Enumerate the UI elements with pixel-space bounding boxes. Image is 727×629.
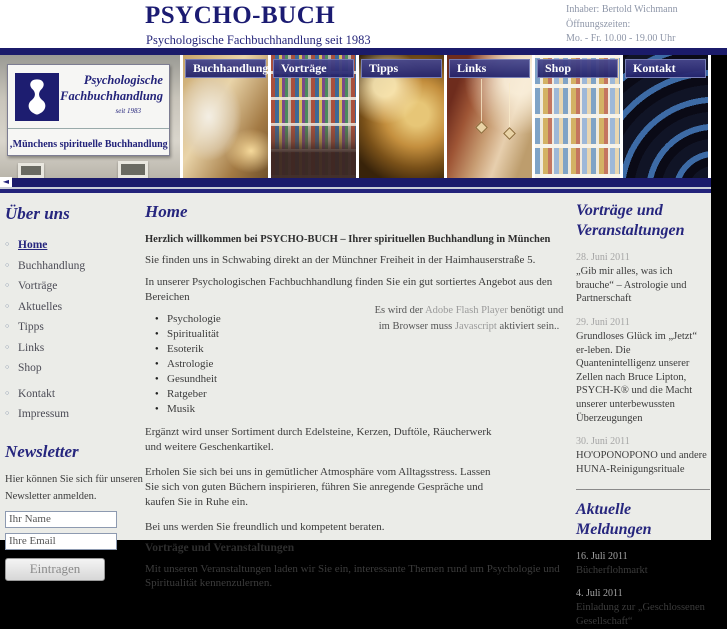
paragraph-advice: Bei uns werden Sie freundlich und kompetent beraten. [145,520,385,533]
pendulum-icon [481,79,482,125]
paragraph-assortment-intro: In unserer Psychologischen Fachbuchhandlung finden Sie ein gut sortiertes Angebot aus den Bereichen [145,276,553,303]
content-area [0,193,711,627]
storefront-photo [0,55,180,178]
banner-tile-shop [535,55,620,178]
news-title[interactable]: Bücherflohmarkt [576,564,648,576]
banner-tile-links [447,55,532,178]
news-date: 4. Juli 2011 [576,588,623,600]
banner-tile-buchhandlung [183,55,268,178]
adobe-flash-link[interactable]: Adobe Flash Player [425,305,508,316]
newsletter-name-input[interactable] [5,511,117,528]
flash-player-notice [373,303,565,336]
event-date: 29. Juni 2011 [576,316,630,328]
sidebar-heading: Über uns [5,204,70,223]
sidebar-item-label[interactable]: Impressum [18,408,70,421]
flash-note-text: aktiviert sein.. [496,321,560,333]
sidebar-item-label[interactable]: Home [18,239,48,252]
news-date: 16. Juli 2011 [576,550,628,562]
sidebar-item-label[interactable]: Tipps [18,321,44,334]
welcome-heading: Herzlich willkommen bei PSYCHO-BUCH – Ihrer spirituellen Buchhandlung in München [145,234,551,246]
owner-line: Inhaber: Bertold Wichmann [566,4,678,15]
events-heading: Vorträge und Veranstaltungen [576,202,685,239]
page-header [0,0,727,48]
category-item: ● Psychologie [155,312,565,326]
javascript-link[interactable]: Javascript [454,321,497,333]
paragraph-location: Sie finden uns in Schwabing direkt an der Münchner Freiheit in der Haimhauserstraße 5. [145,254,536,267]
sign-line4: ‚Münchens spirituelle Buchhandlung [9,139,168,150]
events-column [576,201,710,629]
category-item: ● Musik [155,402,565,416]
building-window [118,161,148,178]
event-title[interactable]: HO'OPONOPONO und andere HUNA-Reinigungsrituale [576,450,707,476]
nav-tab-label: Kontakt [633,61,676,75]
rubin-vase-logo-icon [15,73,59,121]
banner [0,55,711,178]
sidebar-item-vortraege[interactable] [5,281,139,293]
nav-tab-label: Vorträge [281,61,327,75]
nav-tab-label: Buchhandlung [193,61,269,75]
opening-hours-label: Öffnungszeiten: [566,18,631,30]
sidebar-item-label[interactable]: Buchhandlung [18,259,86,272]
sidebar-item-home[interactable] [5,240,139,252]
nav-tab-vortraege[interactable] [273,59,354,78]
building-window [18,163,44,178]
sidebar [5,203,143,581]
events-subheading: Vorträge und Veranstaltungen [145,541,295,554]
category-item: ● Gesundheit [155,372,565,386]
sidebar-item-buchhandlung[interactable] [5,261,139,273]
event-date: 28. Juni 2011 [576,252,630,263]
sidebar-item-aktuelles[interactable] [5,302,139,314]
main-column [145,201,565,598]
newsletter-text [5,472,143,506]
sidebar-menu [5,240,139,421]
newsletter-email-input[interactable] [5,533,117,550]
divider-navy-band [0,178,711,187]
store-sign [7,64,170,156]
sidebar-item-impressum[interactable] [5,409,139,421]
nav-tab-kontakt[interactable] [625,59,706,78]
sidebar-item-kontakt[interactable] [5,389,139,401]
nav-tab-label: Links [457,61,487,75]
category-item: ● Esoterik [155,342,565,356]
nav-tab-buchhandlung[interactable] [185,59,269,78]
nav-tab-label: Tipps [369,61,399,75]
event-title[interactable]: „Gib mir alles, was ich brauche“ – Astrologie und Partnerschaft [576,266,687,305]
sidebar-item-label[interactable]: Kontakt [18,387,56,400]
page-title: Home [145,202,188,221]
flash-note-text: benötigt und im Browser muss [378,305,564,333]
newsletter-text-line: Newsletter anmelden. [5,490,97,502]
sidebar-item-links[interactable] [5,343,139,355]
sidebar-item-label[interactable]: Aktuelles [18,300,63,313]
event-date: 30. Juni 2011 [576,436,630,448]
nav-tab-shop[interactable] [537,59,618,78]
pendulum-icon [503,127,516,140]
sign-line2: Fachbuchhandlung [60,89,163,103]
sidebar-item-shop[interactable] [5,363,139,375]
newsletter-text-line: Hier können Sie sich für unseren [5,474,143,485]
paragraph-gifts: Ergänzt wird unser Sortiment durch Edelsteine, Kerzen, Duftöle, Räucherwerk und weitere Geschenkartikel. [145,425,492,454]
truncated-paragraph: Mit unseren Veranstaltungen laden wir Sie ein, interessante Themen rund um Psychologie und Spiritualität kennenzulernen. [145,562,560,590]
category-item: ● Ratgeber [155,387,565,401]
paragraph-atmosphere: Erholen Sie sich bei uns in gemütlicher Atmosphäre vom Alltagsstress. Lassen Sie sich von guten Büchern inspirieren, führen Sie anregende Gespräche und kaufen Sie in Ruhe ein. [145,465,491,509]
banner-tile-vortraege [271,55,356,178]
news-title[interactable]: Einladung zur „Geschlossenen Gesellschaft“ [576,602,705,627]
pendulum-icon [475,121,488,134]
top-navy-bar [0,48,727,55]
sidebar-item-label[interactable]: Shop [18,362,42,375]
nav-tab-label: Shop [545,61,572,75]
category-item: ● Astrologie [155,357,565,371]
news-heading: Aktuelle Meldungen [576,500,652,538]
newsletter-heading: Newsletter [5,441,79,461]
flash-note-text: Es wird der [374,305,426,316]
column-divider [576,489,710,490]
banner-tile-tipps [359,55,444,178]
sidebar-item-tipps[interactable] [5,322,139,334]
store-sign-top [8,65,169,129]
category-item: ● Spiritualität [155,327,565,341]
sign-line1: Psychologische [83,73,163,87]
nav-tab-links[interactable] [449,59,530,78]
sign-line3: seit 1983 [115,107,141,115]
opening-hours-weekdays: Mo. - Fr. 10.00 - 19.00 Uhr [566,33,676,44]
site-subtitle: Psychologische Fachbuchhandlung seit 1983 [146,33,371,47]
nav-tab-tipps[interactable] [361,59,442,78]
sidebar-item-label[interactable]: Vorträge [18,280,58,293]
banner-tile-kontakt [623,55,708,178]
newsletter-submit-button[interactable]: Eintragen [5,558,105,581]
site-title: PSYCHO-BUCH [145,2,336,29]
pendulum-icon [509,83,510,129]
banner-back-arrow-icon[interactable]: ◄ [0,177,12,187]
sidebar-item-label[interactable]: Links [18,341,45,354]
event-title[interactable]: Grundloses Glück im „Jetzt“ er-leben. Die Quantenintelligenz unserer Zellen nach Bruce Lipton, PSYCH-K® und die Macht unserer unterbewussten Überzeugungen [576,330,698,424]
